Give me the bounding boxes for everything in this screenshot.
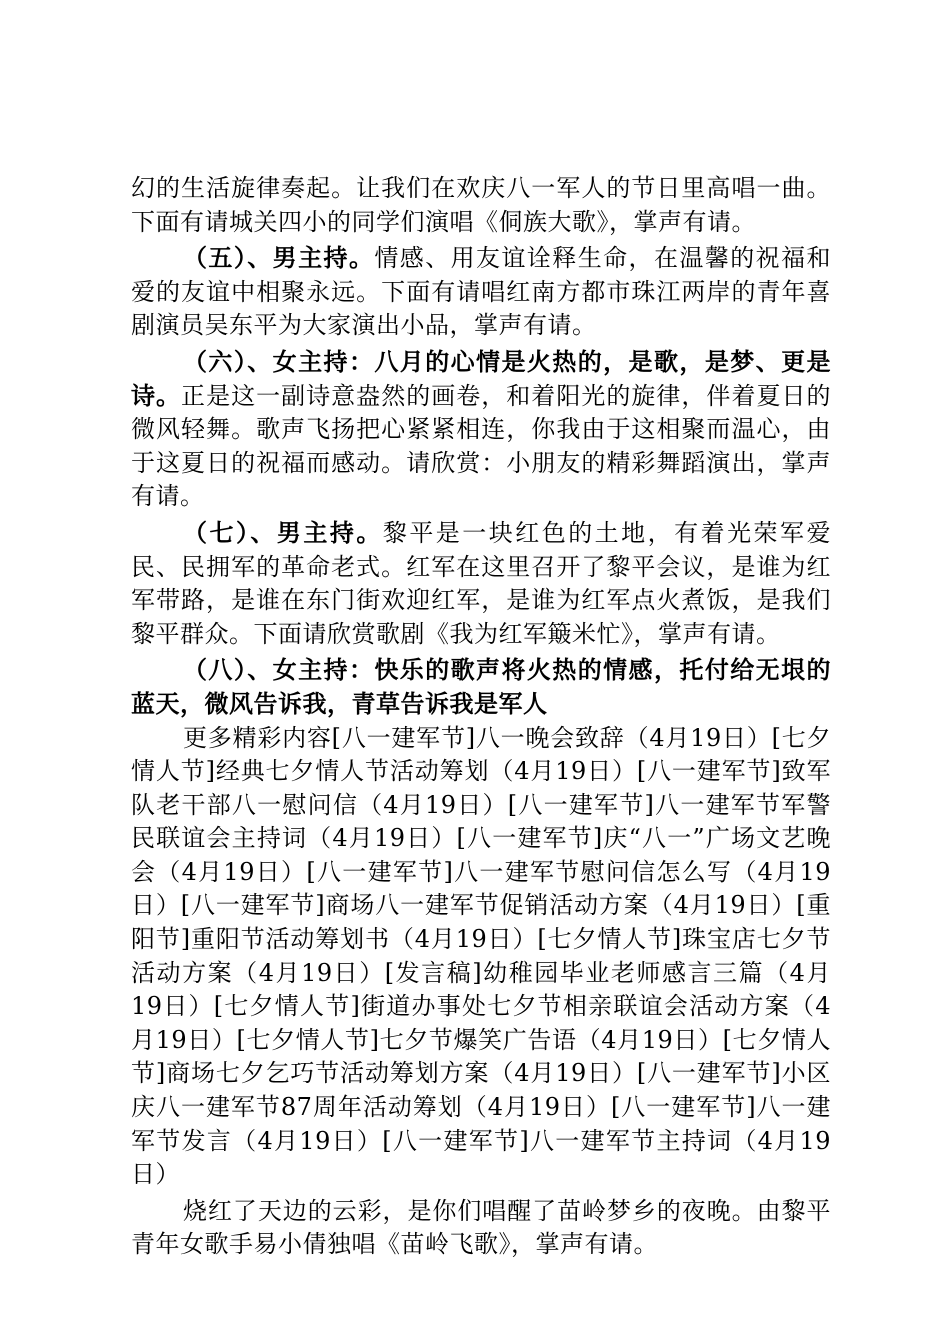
more-content-list: 更多精彩内容[八一建军节]八一晚会致辞（4月19日）[七夕情人节]经典七夕情人节活动筹划（4月19日）[八一建军节]致军队老干部八一慰问信（4月19日）[八一建军节]八一建军节军警民联谊会主持词（4月19日）[八一建军节]庆“八一”广场文艺晚会（4月19日）[八一建军节]八一建军节慰问信怎么写（4月19日）[八一建军节]商场八一建军节促销活动方案（4月19日）[重阳节]重阳节活动筹划书（4月19日）[七夕情人节]珠宝店七夕节活动方案（4月19日）[发言稿]幼稚园毕业老师感言三篇（4月19日）[七夕情人节]街道办事处七夕节相亲联谊会活动方案（4月19日）[七夕情人节]七夕节爆笑广告语（4月19日）[七夕情人节]商场七夕乞巧节活动筹划方案（4月19日）[八一建军节]小区庆八一建军节87周年活动筹划（4月19日）[八一建军节]八一建军节发言（4月19日）[八一建军节]八一建军节主持词（4月19日） [131, 723, 831, 1189]
section-heading-6: （六）、女主持：八月的心情是火热的，是歌，是梦、更是诗。 [131, 347, 831, 410]
section-text-5: 情感、用友谊诠释生命，在温馨的祝福和爱的友谊中相聚永远。下面有请唱红南方都市珠江两岸的青年喜剧演员吴东平为大家演出小品，掌声有请。 [131, 244, 831, 340]
section-heading-5: （五）、男主持。 [183, 244, 375, 273]
paragraph-section-6 [131, 346, 831, 514]
paragraph-continuation: 幻的生活旋律奏起。让我们在欢庆八一军人的节日里高唱一曲。下面有请城关四小的同学们演唱《侗族大歌》，掌声有请。 [131, 174, 831, 236]
paragraph-section-7 [131, 517, 831, 651]
document-body [131, 172, 831, 1262]
paragraph-section-5 [131, 242, 831, 343]
section-heading-7: （七）、男主持。 [183, 518, 383, 547]
section-heading-8: （八）、女主持：快乐的歌声将火热的情感，托付给无垠的蓝天，微风告诉我，青草告诉我是军人 [131, 656, 831, 718]
section-text-6: 正是这一副诗意盎然的画卷，和着阳光的旋律，伴着夏日的微风轻舞。歌声飞扬把心紧紧相连，你我由于这相聚而温心，由于这夏日的祝福而感动。请欣赏：小朋友的精彩舞蹈演出，掌声有请。 [131, 381, 832, 511]
section-text-7: 黎平是一块红色的土地，有着光荣军爱民、民拥军的革命老式。红军在这里召开了黎平会议，是谁为红军带路，是谁在东门街欢迎红军，是谁为红军点火煮饭，是我们黎平群众。下面请欣赏歌剧《我为红军簸米忙》，掌声有请。 [131, 518, 832, 648]
paragraph-section-8 [131, 654, 831, 721]
paragraph-closing: 烧红了天边的云彩，是你们唱醒了苗岭梦乡的夜晚。由黎平青年女歌手易小倩独唱《苗岭飞歌》，掌声有请。 [131, 1196, 831, 1259]
